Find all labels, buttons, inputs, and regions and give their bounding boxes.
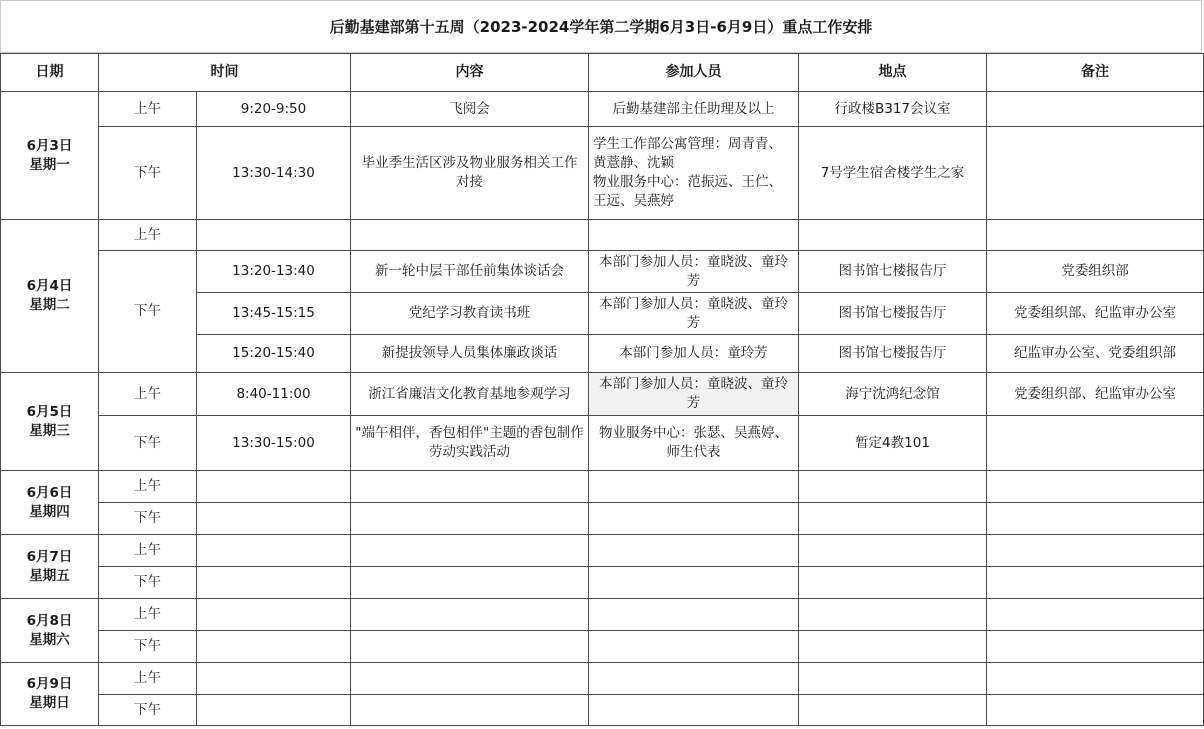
weekday-label: 星期一: [29, 156, 70, 173]
notes-cell: [987, 599, 1204, 631]
location-cell: 行政楼B317会议室: [799, 92, 987, 127]
table-row: [1, 416, 1204, 471]
time-cell: [197, 503, 351, 535]
time-cell: [197, 599, 351, 631]
participants-cell: 后勤基建部主任助理及以上: [589, 92, 799, 127]
date-cell: [1, 599, 99, 663]
weekday-label: 星期六: [29, 631, 70, 648]
content-cell: [351, 631, 589, 663]
participants-cell: [589, 471, 799, 503]
content-cell: [351, 599, 589, 631]
participants-cell: [589, 695, 799, 726]
weekday-label: 星期三: [29, 422, 70, 439]
time-cell: [197, 695, 351, 726]
table-row: [1, 567, 1204, 599]
table-row: [1, 535, 1204, 567]
time-cell: [197, 663, 351, 695]
notes-cell: 党委组织部: [987, 251, 1204, 293]
content-cell: [351, 663, 589, 695]
notes-cell: 党委组织部、纪监审办公室: [987, 293, 1204, 335]
location-cell: [799, 503, 987, 535]
content-cell: 新提拔领导人员集体廉政谈话: [351, 335, 589, 373]
content-cell: [351, 567, 589, 599]
weekday-label: 星期二: [29, 297, 70, 313]
time-cell: 15:20-15:40: [197, 335, 351, 373]
period-am: 上午: [99, 92, 197, 127]
location-cell: [799, 535, 987, 567]
date-label: 6月5日: [26, 403, 73, 420]
table-row: [1, 220, 1204, 251]
time-cell: 9:20-9:50: [197, 92, 351, 127]
content-cell: 党纪学习教育读书班: [351, 293, 589, 335]
notes-cell: 党委组织部、纪监审办公室: [987, 373, 1204, 416]
time-cell: [197, 471, 351, 503]
period-pm: 下午: [99, 567, 197, 599]
notes-cell: [987, 127, 1204, 220]
participants-cell: 本部门参加人员：童晓波、童玲芳: [589, 373, 799, 416]
table-row: [1, 92, 1204, 127]
notes-cell: [987, 695, 1204, 726]
header-location: 地点: [799, 54, 987, 92]
location-cell: [799, 663, 987, 695]
table-row: [1, 695, 1204, 726]
period-am: 上午: [99, 599, 197, 631]
time-cell: 13:45-15:15: [197, 293, 351, 335]
notes-cell: [987, 535, 1204, 567]
participants-cell: [589, 220, 799, 251]
time-cell: 8:40-11:00: [197, 373, 351, 416]
header-content: 内容: [351, 54, 589, 92]
period-pm: 下午: [99, 251, 197, 373]
content-cell: [351, 220, 589, 251]
table-row: [1, 127, 1204, 220]
period-pm: 下午: [99, 631, 197, 663]
date-label: 6月8日: [26, 612, 73, 629]
content-cell: [351, 503, 589, 535]
location-cell: 图书馆七楼报告厅: [799, 251, 987, 293]
notes-cell: [987, 471, 1204, 503]
location-cell: 图书馆七楼报告厅: [799, 335, 987, 373]
content-cell: 毕业季生活区涉及物业服务相关工作对接: [351, 127, 589, 220]
time-cell: [197, 567, 351, 599]
content-cell: 飞阅会: [351, 92, 589, 127]
weekday-label: 星期日: [29, 695, 70, 711]
date-label: 6月4日: [26, 278, 73, 294]
table-row: [1, 663, 1204, 695]
time-cell: 13:20-13:40: [197, 251, 351, 293]
location-cell: 海宁沈鸿纪念馆: [799, 373, 987, 416]
date-cell: [1, 373, 99, 471]
participants-cell: [589, 503, 799, 535]
time-cell: 13:30-14:30: [197, 127, 351, 220]
header-time: 时间: [99, 54, 351, 92]
weekday-label: 星期四: [29, 503, 70, 520]
date-cell: [1, 92, 99, 220]
date-label: 6月3日: [26, 137, 73, 154]
participants-cell: [589, 567, 799, 599]
content-cell: 浙江省廉洁文化教育基地参观学习: [351, 373, 589, 416]
participants-cell: 学生工作部公寓管理：周青青、黄薏静、沈颖 物业服务中心：范振远、王伫、王远、吴燕婷: [589, 127, 799, 220]
participants-cell: 本部门参加人员：童晓波、童玲芳: [589, 293, 799, 335]
content-cell: "端午相伴，香包相伴"主题的香包制作劳动实践活动: [351, 416, 589, 471]
date-label: 6月6日: [26, 484, 73, 501]
participants-cell: [589, 663, 799, 695]
notes-cell: 纪监审办公室、党委组织部: [987, 335, 1204, 373]
location-cell: 7号学生宿舍楼学生之家: [799, 127, 987, 220]
date-cell: [1, 663, 99, 726]
date-label: 6月7日: [26, 548, 73, 565]
notes-cell: [987, 631, 1204, 663]
date-cell: [1, 535, 99, 599]
header-participants: 参加人员: [589, 54, 799, 92]
location-cell: [799, 567, 987, 599]
date-cell: [1, 471, 99, 535]
weekday-label: 星期五: [29, 567, 70, 584]
table-row: [1, 503, 1204, 535]
participants-cell: [589, 631, 799, 663]
period-pm: 下午: [99, 503, 197, 535]
date-label: 6月9日: [26, 676, 73, 692]
location-cell: [799, 695, 987, 726]
header-date: 日期: [1, 54, 99, 92]
notes-cell: [987, 416, 1204, 471]
header-notes: 备注: [987, 54, 1204, 92]
table-row: [1, 251, 1204, 293]
notes-cell: [987, 567, 1204, 599]
period-am: 上午: [99, 373, 197, 416]
period-am: 上午: [99, 663, 197, 695]
period-pm: 下午: [99, 695, 197, 726]
location-cell: [799, 220, 987, 251]
period-am: 上午: [99, 220, 197, 251]
period-pm: 下午: [99, 127, 197, 220]
notes-cell: [987, 92, 1204, 127]
header-row: [1, 54, 1204, 92]
notes-cell: [987, 663, 1204, 695]
period-am: 上午: [99, 535, 197, 567]
content-cell: [351, 695, 589, 726]
location-cell: 暂定4教101: [799, 416, 987, 471]
participants-cell: [589, 535, 799, 567]
page-title: 后勤基建部第十五周（2023-2024学年第二学期6月3日-6月9日）重点工作安排: [0, 0, 1202, 53]
location-cell: [799, 599, 987, 631]
participants-cell: 本部门参加人员：童玲芳: [589, 335, 799, 373]
table-row: [1, 373, 1204, 416]
location-cell: [799, 631, 987, 663]
period-am: 上午: [99, 471, 197, 503]
table-row: [1, 471, 1204, 503]
time-cell: [197, 631, 351, 663]
participants-cell: 本部门参加人员：童晓波、童玲芳: [589, 251, 799, 293]
period-pm: 下午: [99, 416, 197, 471]
schedule-table: [0, 53, 1204, 726]
date-cell: [1, 220, 99, 373]
time-cell: [197, 220, 351, 251]
time-cell: [197, 535, 351, 567]
notes-cell: [987, 503, 1204, 535]
participants-cell: [589, 599, 799, 631]
content-cell: 新一轮中层干部任前集体谈话会: [351, 251, 589, 293]
location-cell: [799, 471, 987, 503]
content-cell: [351, 535, 589, 567]
table-row: [1, 631, 1204, 663]
notes-cell: [987, 220, 1204, 251]
time-cell: 13:30-15:00: [197, 416, 351, 471]
table-row: [1, 599, 1204, 631]
content-cell: [351, 471, 589, 503]
location-cell: 图书馆七楼报告厅: [799, 293, 987, 335]
participants-cell: 物业服务中心：张瑟、吴燕婷、师生代表: [589, 416, 799, 471]
